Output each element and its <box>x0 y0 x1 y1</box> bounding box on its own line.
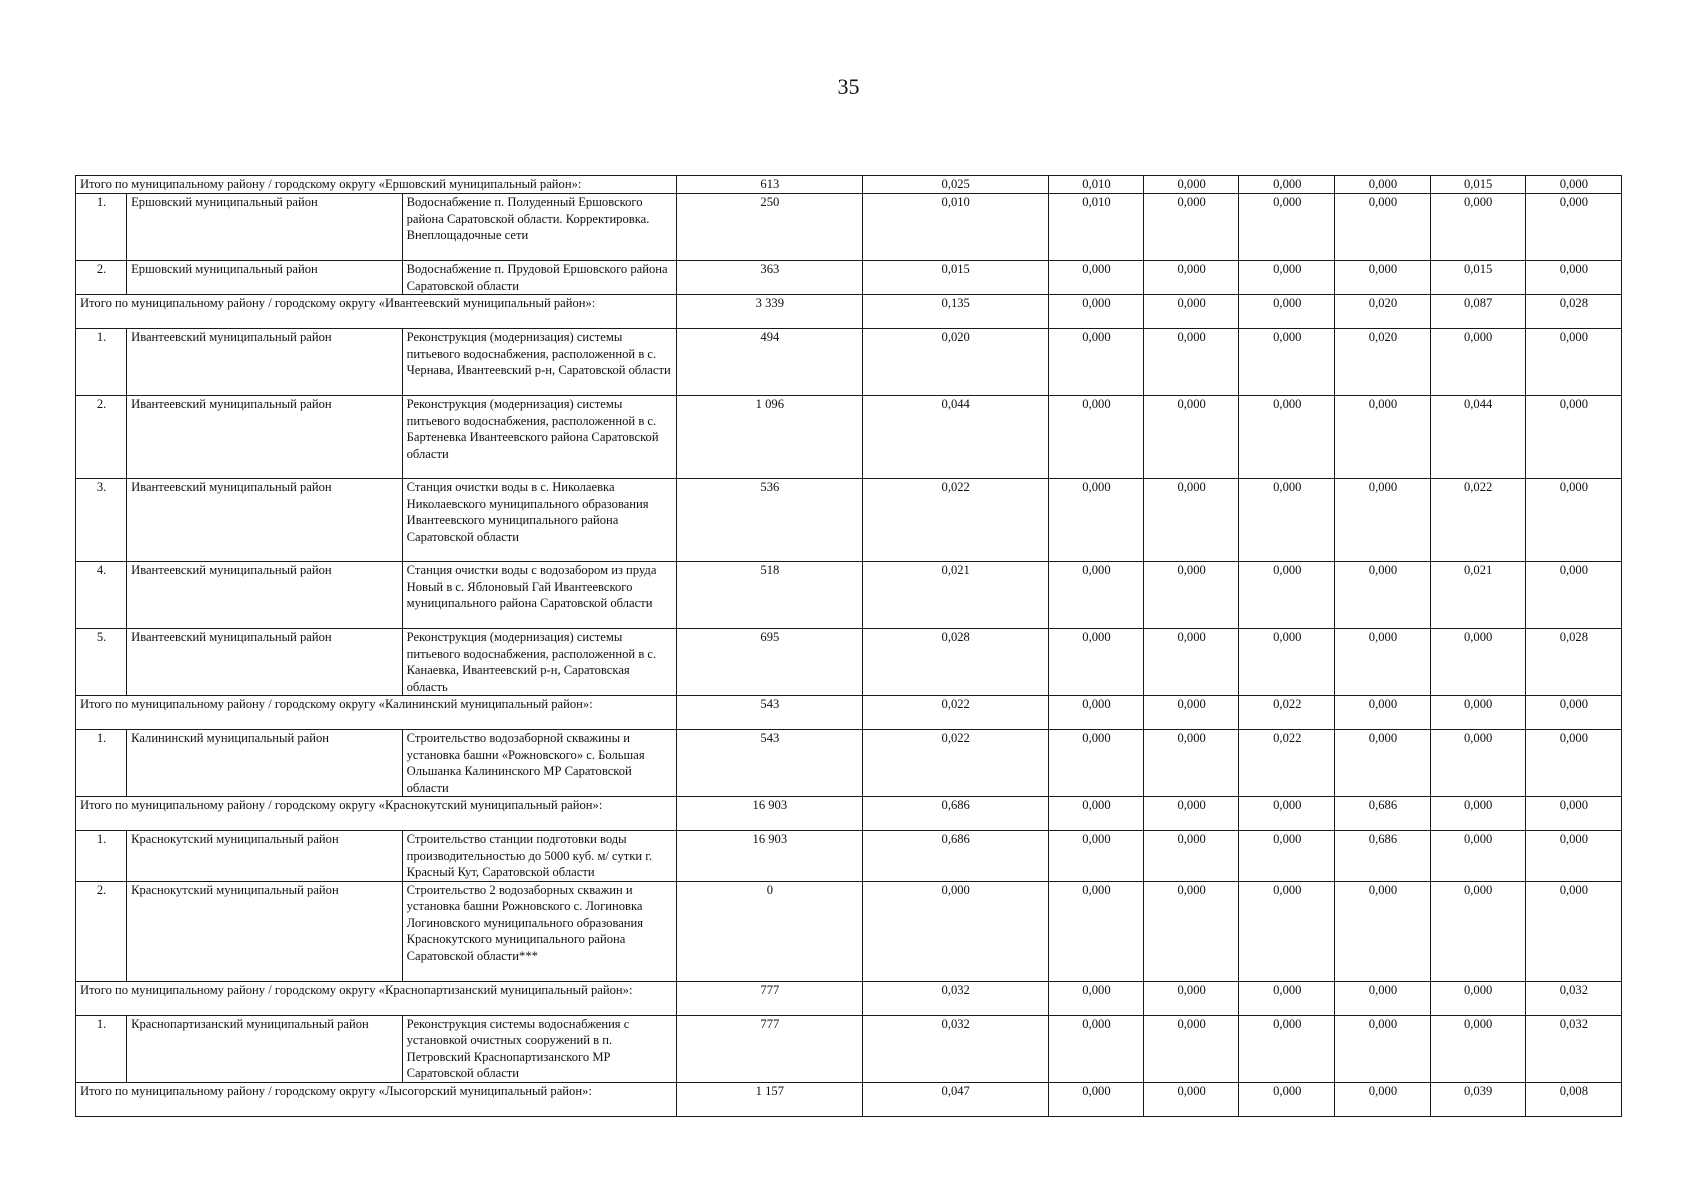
value-cell: 0,032 <box>1525 1015 1621 1082</box>
value-cell: 0,686 <box>1335 797 1430 831</box>
district-cell: Ершовский муниципальный район <box>127 194 403 261</box>
value-cell: 0,000 <box>1144 797 1239 831</box>
value-cell: 0,000 <box>1335 261 1430 295</box>
value-cell: 0,044 <box>1430 396 1525 479</box>
value-cell: 0,000 <box>1048 295 1143 329</box>
district-cell: Ивантеевский муниципальный район <box>127 329 403 396</box>
value-cell: 0,000 <box>1048 629 1143 696</box>
value-cell: 0,000 <box>1048 1082 1143 1116</box>
value-cell: 0,000 <box>1144 176 1239 194</box>
value-cell: 0,000 <box>1144 194 1239 261</box>
district-cell: Ивантеевский муниципальный район <box>127 479 403 562</box>
value-cell: 0,686 <box>862 831 1048 882</box>
value-cell: 0,000 <box>1525 881 1621 981</box>
value-cell: 16 903 <box>677 831 862 882</box>
value-cell: 0,000 <box>1335 176 1430 194</box>
value-cell: 0,022 <box>1430 479 1525 562</box>
project-cell: Строительство станции подготовки воды производительностью до 5000 куб. м/ сутки г. Красный Кут, Саратовской области <box>402 831 677 882</box>
value-cell: 0,000 <box>1525 176 1621 194</box>
table-row <box>76 730 1622 797</box>
value-cell: 0,000 <box>1430 730 1525 797</box>
row-index-cell: 2. <box>76 396 127 479</box>
value-cell: 0,000 <box>1144 629 1239 696</box>
value-cell: 0,000 <box>1430 329 1525 396</box>
value-cell: 0,020 <box>1335 329 1430 396</box>
value-cell: 0,000 <box>1048 396 1143 479</box>
value-cell: 0,000 <box>1430 194 1525 261</box>
value-cell: 0,000 <box>1335 981 1430 1015</box>
value-cell: 0,000 <box>1430 881 1525 981</box>
value-cell: 0,000 <box>1239 176 1335 194</box>
value-cell: 0,000 <box>1239 1082 1335 1116</box>
value-cell: 0,686 <box>862 797 1048 831</box>
value-cell: 0,000 <box>1239 479 1335 562</box>
value-cell: 0,015 <box>1430 261 1525 295</box>
value-cell: 0,000 <box>1144 1015 1239 1082</box>
value-cell: 0,000 <box>1525 261 1621 295</box>
value-cell: 0,000 <box>1335 881 1430 981</box>
value-cell: 0,010 <box>862 194 1048 261</box>
value-cell: 0,000 <box>1525 329 1621 396</box>
district-cell: Ивантеевский муниципальный район <box>127 629 403 696</box>
value-cell: 0,021 <box>1430 562 1525 629</box>
table-row <box>76 479 1622 562</box>
value-cell: 0,000 <box>1048 329 1143 396</box>
data-table <box>75 175 1622 1117</box>
value-cell: 0,022 <box>862 730 1048 797</box>
value-cell: 0,022 <box>1239 730 1335 797</box>
total-label-cell: Итого по муниципальному району / городскому округу «Краснопартизанский муниципальный район»: <box>76 981 677 1015</box>
total-label-cell: Итого по муниципальному району / городскому округу «Ершовский муниципальный район»: <box>76 176 677 194</box>
value-cell: 0,000 <box>1144 261 1239 295</box>
value-cell: 0,000 <box>1525 831 1621 882</box>
project-cell: Строительство водозаборной скважины и установка башни «Рожновского» с. Большая Ольшанка Калининского МР Саратовской области <box>402 730 677 797</box>
value-cell: 0,000 <box>1335 1082 1430 1116</box>
value-cell: 0,000 <box>1144 396 1239 479</box>
district-cell: Ивантеевский муниципальный район <box>127 562 403 629</box>
value-cell: 0,000 <box>1239 295 1335 329</box>
district-cell: Калининский муниципальный район <box>127 730 403 797</box>
value-cell: 0,020 <box>1335 295 1430 329</box>
value-cell: 0,000 <box>1048 831 1143 882</box>
project-cell: Реконструкция (модернизация) системы питьевого водоснабжения, расположенной в с. Канаевка, Ивантеевский р-н, Саратовская область <box>402 629 677 696</box>
value-cell: 0,039 <box>1430 1082 1525 1116</box>
row-index-cell: 2. <box>76 881 127 981</box>
value-cell: 0,000 <box>1048 730 1143 797</box>
value-cell: 0,000 <box>1335 1015 1430 1082</box>
value-cell: 0,000 <box>1430 797 1525 831</box>
value-cell: 613 <box>677 176 862 194</box>
value-cell: 0,000 <box>1525 194 1621 261</box>
page-number: 35 <box>837 74 860 99</box>
value-cell: 250 <box>677 194 862 261</box>
value-cell: 536 <box>677 479 862 562</box>
row-index-cell: 1. <box>76 1015 127 1082</box>
value-cell: 543 <box>677 696 862 730</box>
value-cell: 0,686 <box>1335 831 1430 882</box>
project-cell: Водоснабжение п. Полуденный Ершовского района Саратовской области. Корректировка. Внеплощадочные сети <box>402 194 677 261</box>
value-cell: 0,022 <box>862 479 1048 562</box>
project-cell: Реконструкция системы водоснабжения с установкой очистных сооружений в п. Петровский Краснопартизанского МР Саратовской области <box>402 1015 677 1082</box>
value-cell: 0,000 <box>1430 1015 1525 1082</box>
value-cell: 0,000 <box>1048 479 1143 562</box>
district-cell: Ершовский муниципальный район <box>127 261 403 295</box>
value-cell: 777 <box>677 981 862 1015</box>
value-cell: 0,028 <box>1525 629 1621 696</box>
value-cell: 0,000 <box>1144 329 1239 396</box>
value-cell: 0,022 <box>862 696 1048 730</box>
district-cell: Краснопартизанский муниципальный район <box>127 1015 403 1082</box>
value-cell: 363 <box>677 261 862 295</box>
value-cell: 494 <box>677 329 862 396</box>
row-index-cell: 4. <box>76 562 127 629</box>
value-cell: 0,020 <box>862 329 1048 396</box>
value-cell: 0,000 <box>1144 696 1239 730</box>
value-cell: 1 096 <box>677 396 862 479</box>
value-cell: 0,000 <box>1335 194 1430 261</box>
district-cell: Ивантеевский муниципальный район <box>127 396 403 479</box>
total-row <box>76 981 1622 1015</box>
value-cell: 0,044 <box>862 396 1048 479</box>
value-cell: 0,000 <box>1335 562 1430 629</box>
row-index-cell: 1. <box>76 730 127 797</box>
total-row <box>76 295 1622 329</box>
value-cell: 0,135 <box>862 295 1048 329</box>
value-cell: 0,000 <box>1048 981 1143 1015</box>
value-cell: 0,000 <box>1525 562 1621 629</box>
total-row <box>76 696 1622 730</box>
row-index-cell: 2. <box>76 261 127 295</box>
total-row <box>76 176 1622 194</box>
value-cell: 777 <box>677 1015 862 1082</box>
value-cell: 0,000 <box>1239 629 1335 696</box>
value-cell: 0,000 <box>1144 295 1239 329</box>
row-index-cell: 1. <box>76 831 127 882</box>
total-label-cell: Итого по муниципальному району / городскому округу «Калининский муниципальный район»: <box>76 696 677 730</box>
value-cell: 0,000 <box>1525 730 1621 797</box>
value-cell: 0,000 <box>1144 981 1239 1015</box>
value-cell: 0,015 <box>1430 176 1525 194</box>
value-cell: 0,010 <box>1048 176 1143 194</box>
value-cell: 0,000 <box>1144 831 1239 882</box>
project-cell: Реконструкция (модернизация) системы питьевого водоснабжения, расположенной в с. Бартеневка Ивантеевского района Саратовской области <box>402 396 677 479</box>
row-index-cell: 1. <box>76 329 127 396</box>
value-cell: 0,000 <box>1430 629 1525 696</box>
value-cell: 0,015 <box>862 261 1048 295</box>
value-cell: 0,000 <box>862 881 1048 981</box>
value-cell: 0,000 <box>1048 881 1143 981</box>
row-index-cell: 5. <box>76 629 127 696</box>
value-cell: 1 157 <box>677 1082 862 1116</box>
project-cell: Станция очистки воды с водозабором из пруда Новый в с. Яблоновый Гай Ивантеевского муниципального района Саратовской области <box>402 562 677 629</box>
value-cell: 0,000 <box>1239 194 1335 261</box>
project-cell: Строительство 2 водозаборных скважин и установка башни Рожновского с. Логиновка Логиновского муниципального образования Краснокутского муниципального района Саратовской области*** <box>402 881 677 981</box>
project-cell: Реконструкция (модернизация) системы питьевого водоснабжения, расположенной в с. Чернава, Ивантеевский р-н, Саратовской области <box>402 329 677 396</box>
row-index-cell: 3. <box>76 479 127 562</box>
value-cell: 0,000 <box>1239 562 1335 629</box>
value-cell: 0,000 <box>1239 881 1335 981</box>
table-row <box>76 1015 1622 1082</box>
value-cell: 0,000 <box>1239 797 1335 831</box>
value-cell: 0,000 <box>1144 1082 1239 1116</box>
value-cell: 0,032 <box>862 981 1048 1015</box>
value-cell: 0,000 <box>1239 261 1335 295</box>
value-cell: 0,000 <box>1239 396 1335 479</box>
value-cell: 518 <box>677 562 862 629</box>
value-cell: 0,000 <box>1525 396 1621 479</box>
table-row <box>76 831 1622 882</box>
value-cell: 0,000 <box>1335 629 1430 696</box>
value-cell: 0,000 <box>1525 479 1621 562</box>
total-label-cell: Итого по муниципальному району / городскому округу «Ивантеевский муниципальный район»: <box>76 295 677 329</box>
table-row <box>76 261 1622 295</box>
value-cell: 0,000 <box>1430 696 1525 730</box>
value-cell: 0,000 <box>1335 396 1430 479</box>
value-cell: 0,022 <box>1239 696 1335 730</box>
value-cell: 0 <box>677 881 862 981</box>
value-cell: 0,000 <box>1239 329 1335 396</box>
district-cell: Краснокутский муниципальный район <box>127 881 403 981</box>
value-cell: 0,047 <box>862 1082 1048 1116</box>
value-cell: 695 <box>677 629 862 696</box>
value-cell: 0,010 <box>1048 194 1143 261</box>
table-row <box>76 329 1622 396</box>
value-cell: 0,000 <box>1048 562 1143 629</box>
value-cell: 0,000 <box>1048 797 1143 831</box>
value-cell: 0,008 <box>1525 1082 1621 1116</box>
table-row <box>76 194 1622 261</box>
value-cell: 0,000 <box>1144 730 1239 797</box>
district-cell: Краснокутский муниципальный район <box>127 831 403 882</box>
value-cell: 0,000 <box>1239 831 1335 882</box>
value-cell: 0,087 <box>1430 295 1525 329</box>
value-cell: 3 339 <box>677 295 862 329</box>
project-cell: Станция очистки воды в с. Николаевка Николаевского муниципального образования Ивантеевского муниципального района Саратовской области <box>402 479 677 562</box>
value-cell: 0,032 <box>862 1015 1048 1082</box>
value-cell: 0,000 <box>1430 981 1525 1015</box>
value-cell: 0,028 <box>862 629 1048 696</box>
total-label-cell: Итого по муниципальному району / городскому округу «Краснокутский муниципальный район»: <box>76 797 677 831</box>
project-cell: Водоснабжение п. Прудовой Ершовского района Саратовской области <box>402 261 677 295</box>
value-cell: 0,000 <box>1239 981 1335 1015</box>
value-cell: 543 <box>677 730 862 797</box>
value-cell: 0,032 <box>1525 981 1621 1015</box>
total-row <box>76 797 1622 831</box>
value-cell: 16 903 <box>677 797 862 831</box>
table-row <box>76 629 1622 696</box>
value-cell: 0,000 <box>1239 1015 1335 1082</box>
value-cell: 0,000 <box>1048 261 1143 295</box>
value-cell: 0,025 <box>862 176 1048 194</box>
value-cell: 0,000 <box>1048 1015 1143 1082</box>
value-cell: 0,028 <box>1525 295 1621 329</box>
total-row <box>76 1082 1622 1116</box>
value-cell: 0,000 <box>1144 881 1239 981</box>
value-cell: 0,000 <box>1525 696 1621 730</box>
value-cell: 0,000 <box>1525 797 1621 831</box>
value-cell: 0,000 <box>1335 696 1430 730</box>
row-index-cell: 1. <box>76 194 127 261</box>
value-cell: 0,000 <box>1144 562 1239 629</box>
table-row <box>76 396 1622 479</box>
value-cell: 0,000 <box>1144 479 1239 562</box>
value-cell: 0,000 <box>1335 730 1430 797</box>
table-row <box>76 562 1622 629</box>
table-row <box>76 881 1622 981</box>
total-label-cell: Итого по муниципальному району / городскому округу «Лысогорский муниципальный район»: <box>76 1082 677 1116</box>
value-cell: 0,021 <box>862 562 1048 629</box>
value-cell: 0,000 <box>1430 831 1525 882</box>
value-cell: 0,000 <box>1335 479 1430 562</box>
value-cell: 0,000 <box>1048 696 1143 730</box>
